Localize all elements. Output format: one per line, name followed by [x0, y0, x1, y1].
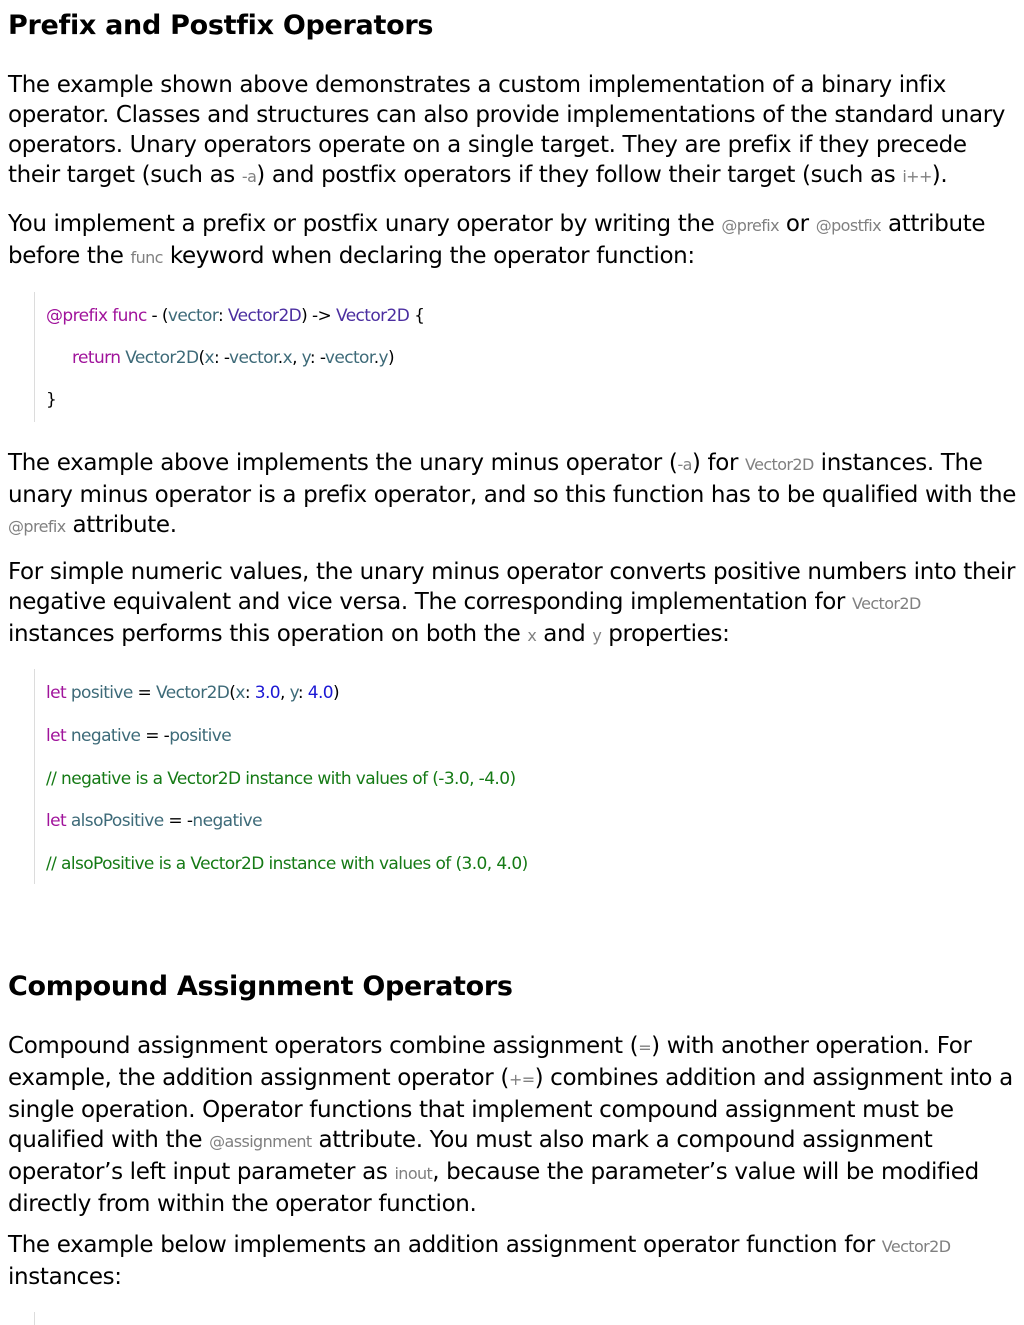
code-line: let positive = Vector2D(x: 3.0, y: 4.0) — [46, 683, 340, 703]
inline-code: Vector2D — [745, 455, 814, 474]
code-line: } — [46, 390, 57, 410]
inline-code: @assignment — [209, 1132, 312, 1151]
inline-code: Vector2D — [851, 594, 921, 613]
paragraph-compound: Compound assignment operators combine assignment (=) with another operation. For example, the addition assignment operator (+=) combines addition and assignment into a single operation. Operator functions that implement compound assignment must be qualified with the @assignment attribute. You must also mark a compound assignment operator’s left input parameter as inout, because the parameter’s value will be modified directly from within the operator function. — [8, 1033, 1013, 1217]
section-heading-compound-assignment: Compound Assignment Operators — [8, 971, 513, 1002]
section-heading-prefix-postfix: Prefix and Postfix Operators — [8, 10, 434, 41]
inline-code: -a — [241, 167, 257, 186]
inline-code: += — [508, 1070, 535, 1089]
inline-code: inout — [394, 1164, 433, 1183]
inline-code: @prefix — [721, 216, 779, 235]
paragraph-unary-minus: The example above implements the unary minus operator (-a) for Vector2D instances. The unary minus operator is a prefix operator, and so this function has to be qualified with the @prefix attribute. — [8, 450, 1017, 538]
paragraph-addition-example: The example below implements an addition assignment operator function for Vector2D instances: — [8, 1232, 951, 1290]
code-line: @prefix func - (vector: Vector2D) -> Vector2D { — [46, 306, 425, 326]
code-line: return Vector2D(x: -vector.x, y: -vector.y) — [72, 348, 395, 368]
inline-code: @prefix — [8, 517, 66, 536]
code-comment: // alsoPositive is a Vector2D instance with values of (3.0, 4.0) — [46, 854, 528, 874]
inline-code: -a — [677, 455, 692, 474]
code-block-start — [34, 1312, 86, 1325]
paragraph-intro: The example shown above demonstrates a custom implementation of a binary infix operator. Classes and structures can also provide implementations of the standard unary operators. Unary operators operate on a single target. They are prefix if they precede their target (such as -a) and postfix operators if they follow their target (such as i++). — [8, 72, 1006, 188]
code-block-negative-example — [34, 669, 606, 884]
inline-code: x — [527, 626, 537, 645]
inline-code: i++ — [902, 167, 932, 186]
paragraph-implement: You implement a prefix or postfix unary operator by writing the @prefix or @postfix attribute before the func keyword when declaring the operator function: — [8, 211, 986, 269]
inline-code: @postfix — [815, 216, 882, 235]
inline-code: func — [130, 248, 163, 267]
paragraph-numeric-values: For simple numeric values, the unary minus operator converts positive numbers into their negative equivalent and vice versa. The corresponding implementation for Vector2D instances performs this operation on both the x and y properties: — [8, 559, 1016, 647]
inline-code: = — [638, 1038, 652, 1057]
code-block-prefix-func — [34, 292, 546, 422]
code-comment: // negative is a Vector2D instance with values of (-3.0, -4.0) — [46, 769, 516, 789]
inline-code: Vector2D — [881, 1237, 951, 1256]
code-line: let alsoPositive = -negative — [46, 811, 262, 831]
inline-code: y — [592, 626, 602, 645]
code-line: let negative = -positive — [46, 726, 232, 746]
